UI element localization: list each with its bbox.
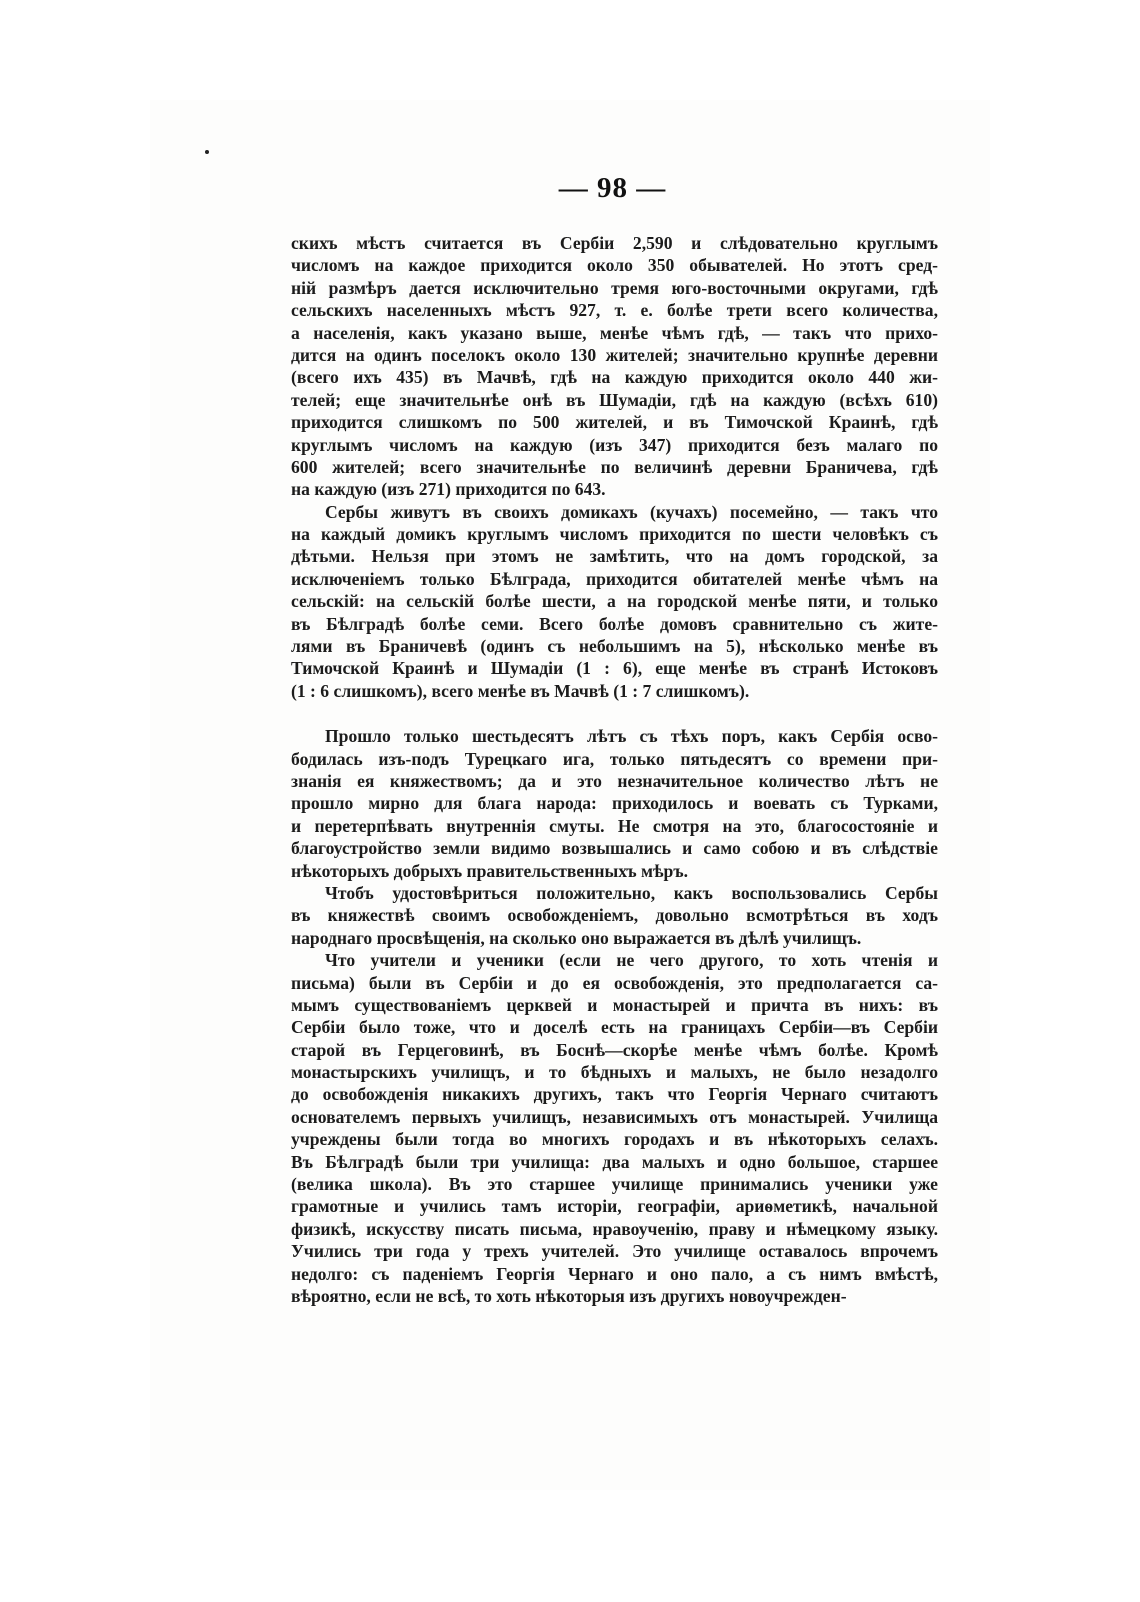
- text-line: народнаго просвѣщенія, на сколько оно выражается въ дѣлѣ училищъ.: [291, 927, 862, 948]
- paragraph-gap: [291, 702, 938, 725]
- text-line: дится на одинъ поселокъ около 130 жителей; значительно крупнѣе деревни: [291, 344, 938, 365]
- text-line: вѣроятно, если не всѣ, то хоть нѣкоторыя изъ другихъ новоучрежден-: [291, 1285, 847, 1306]
- text-line: исключеніемъ только Бѣлграда, приходится обитателей менѣе чѣмъ на: [291, 568, 938, 589]
- text-line: Чтобъ удостовѣриться положительно, какъ воспользовались Сербы: [325, 882, 938, 903]
- text-line: и перетерпѣвать внутреннія смуты. Не смотря на это, благосостояніе и: [291, 815, 938, 836]
- paragraph: [291, 501, 938, 703]
- text-line: Тимочской Краинѣ и Шумадіи (1 : 6), еще менѣе въ странѣ Истоковъ: [291, 658, 938, 679]
- text-line: сельскій: на сельскій болѣе шести, а на городской менѣе пяти, и только: [291, 591, 938, 612]
- text-line: дѣтьми. Нельзя при этомъ не замѣтить, что на домъ городской, за: [291, 546, 938, 567]
- text-line: прошло мирно для блага народа: приходилось и воевать съ Турками,: [291, 793, 938, 814]
- text-line: знанія ея княжествомъ; да и это незначительное количество лѣтъ не: [291, 770, 938, 791]
- paragraph: [291, 725, 938, 882]
- text-line: на каждую (изъ 271) приходится по 643.: [291, 479, 606, 500]
- text-line: Что учители и ученики (если не чего другого, то хоть чтенія и: [325, 950, 938, 971]
- paragraph: [291, 882, 938, 949]
- text-line: учреждены были тогда во многихъ городахъ и въ нѣкоторыхъ селахъ.: [291, 1129, 938, 1150]
- text-line: грамотные и учились тамъ исторіи, географіи, ариѳметикѣ, начальной: [291, 1196, 938, 1217]
- text-line: физикѣ, искусству писать письма, нравоученію, праву и нѣмецкому языку.: [291, 1218, 938, 1239]
- text-line: письма) были въ Сербіи и до ея освобожденія, это предполагается са-: [291, 972, 938, 993]
- text-line: до освобожденія никакихъ другихъ, такъ что Георгія Чернаго считаютъ: [291, 1084, 938, 1105]
- text-line: а населенія, какъ указано выше, менѣе чѣмъ гдѣ, — такъ что прихо-: [291, 322, 938, 343]
- paragraph: [291, 949, 938, 1307]
- text-line: мымъ существованіемъ церквей и монастырей и причта въ нихъ: въ: [291, 994, 938, 1015]
- ink-speck: [205, 150, 209, 154]
- text-line: числомъ на каждое приходится около 350 обывателей. Но этотъ сред-: [291, 255, 938, 276]
- text-line: лями въ Браничевѣ (одинъ съ небольшимъ на 5), нѣсколько менѣе въ: [291, 636, 938, 657]
- text-line: старой въ Герцеговинѣ, въ Боснѣ—скорѣе менѣе чѣмъ болѣе. Кромѣ: [291, 1039, 938, 1060]
- text-line: Прошло только шестьдесятъ лѣтъ съ тѣхъ поръ, какъ Сербія осво-: [325, 726, 938, 747]
- page-number: — 98 —: [558, 172, 667, 204]
- text-line: 600 жителей; всего значительнѣе по величинѣ деревни Браничева, гдѣ: [291, 456, 938, 477]
- text-line: Въ Бѣлградѣ были три училища: два малыхъ и одно большое, старшее: [291, 1151, 938, 1172]
- text-line: Учились три года у трехъ учителей. Это училище оставалось впрочемъ: [291, 1241, 938, 1262]
- text-line: монастырскихъ училищъ, и то бѣдныхъ и малыхъ, не было незадолго: [291, 1062, 938, 1083]
- text-line: недолго: съ паденіемъ Георгія Чернаго и оно пало, а съ нимъ вмѣстѣ,: [291, 1263, 938, 1284]
- text-line: благоустройство земли видимо возвышались и само собою и въ слѣдствіе: [291, 838, 938, 859]
- text-line: круглымъ числомъ на каждую (изъ 347) приходится безъ малаго по: [291, 434, 938, 455]
- text-line: нѣкоторыхъ добрыхъ правительственныхъ мѣръ.: [291, 860, 688, 881]
- paragraph: [291, 232, 938, 501]
- text-line: (1 : 6 слишкомъ), всего менѣе въ Мачвѣ (1 : 7 слишкомъ).: [291, 680, 750, 701]
- text-line: бодилась изъ-подъ Турецкаго ига, только пятьдесятъ со времени при-: [291, 748, 938, 769]
- text-line: въ княжествѣ своимъ освобожденіемъ, довольно всмотрѣться въ ходъ: [291, 905, 938, 926]
- text-line: въ Бѣлградѣ болѣе семи. Всего болѣе домовъ сравнительно съ жите-: [291, 613, 938, 634]
- text-line: телей; еще значительнѣе онѣ въ Шумадіи, гдѣ на каждую (всѣхъ 610): [291, 389, 938, 410]
- text-line: основателемъ первыхъ училищъ, независимыхъ отъ монастырей. Училища: [291, 1106, 938, 1127]
- text-line: на каждый домикъ круглымъ числомъ приходится по шести человѣкъ съ: [291, 524, 938, 545]
- text-line: Сербіи было тоже, что и доселѣ есть на границахъ Сербіи—въ Сербіи: [291, 1017, 938, 1038]
- body-text: [291, 232, 938, 1307]
- text-line: (всего ихъ 435) въ Мачвѣ, гдѣ на каждую приходится около 440 жи-: [291, 367, 938, 388]
- text-line: Сербы живутъ въ своихъ домикахъ (кучахъ) посемейно, — такъ что: [325, 501, 938, 522]
- text-line: приходится слишкомъ по 500 жителей, и въ Тимочской Краинѣ, гдѣ: [291, 412, 938, 433]
- text-line: сельскихъ населенныхъ мѣстъ 927, т. е. болѣе трети всего количества,: [291, 300, 938, 321]
- text-line: скихъ мѣстъ считается въ Сербіи 2,590 и слѣдовательно круглымъ: [291, 233, 938, 253]
- text-line: (велика школа). Въ это старшее училище принимались ученики уже: [291, 1174, 938, 1195]
- text-line: ній размѣръ дается исключительно тремя юго-восточными округами, гдѣ: [291, 277, 938, 298]
